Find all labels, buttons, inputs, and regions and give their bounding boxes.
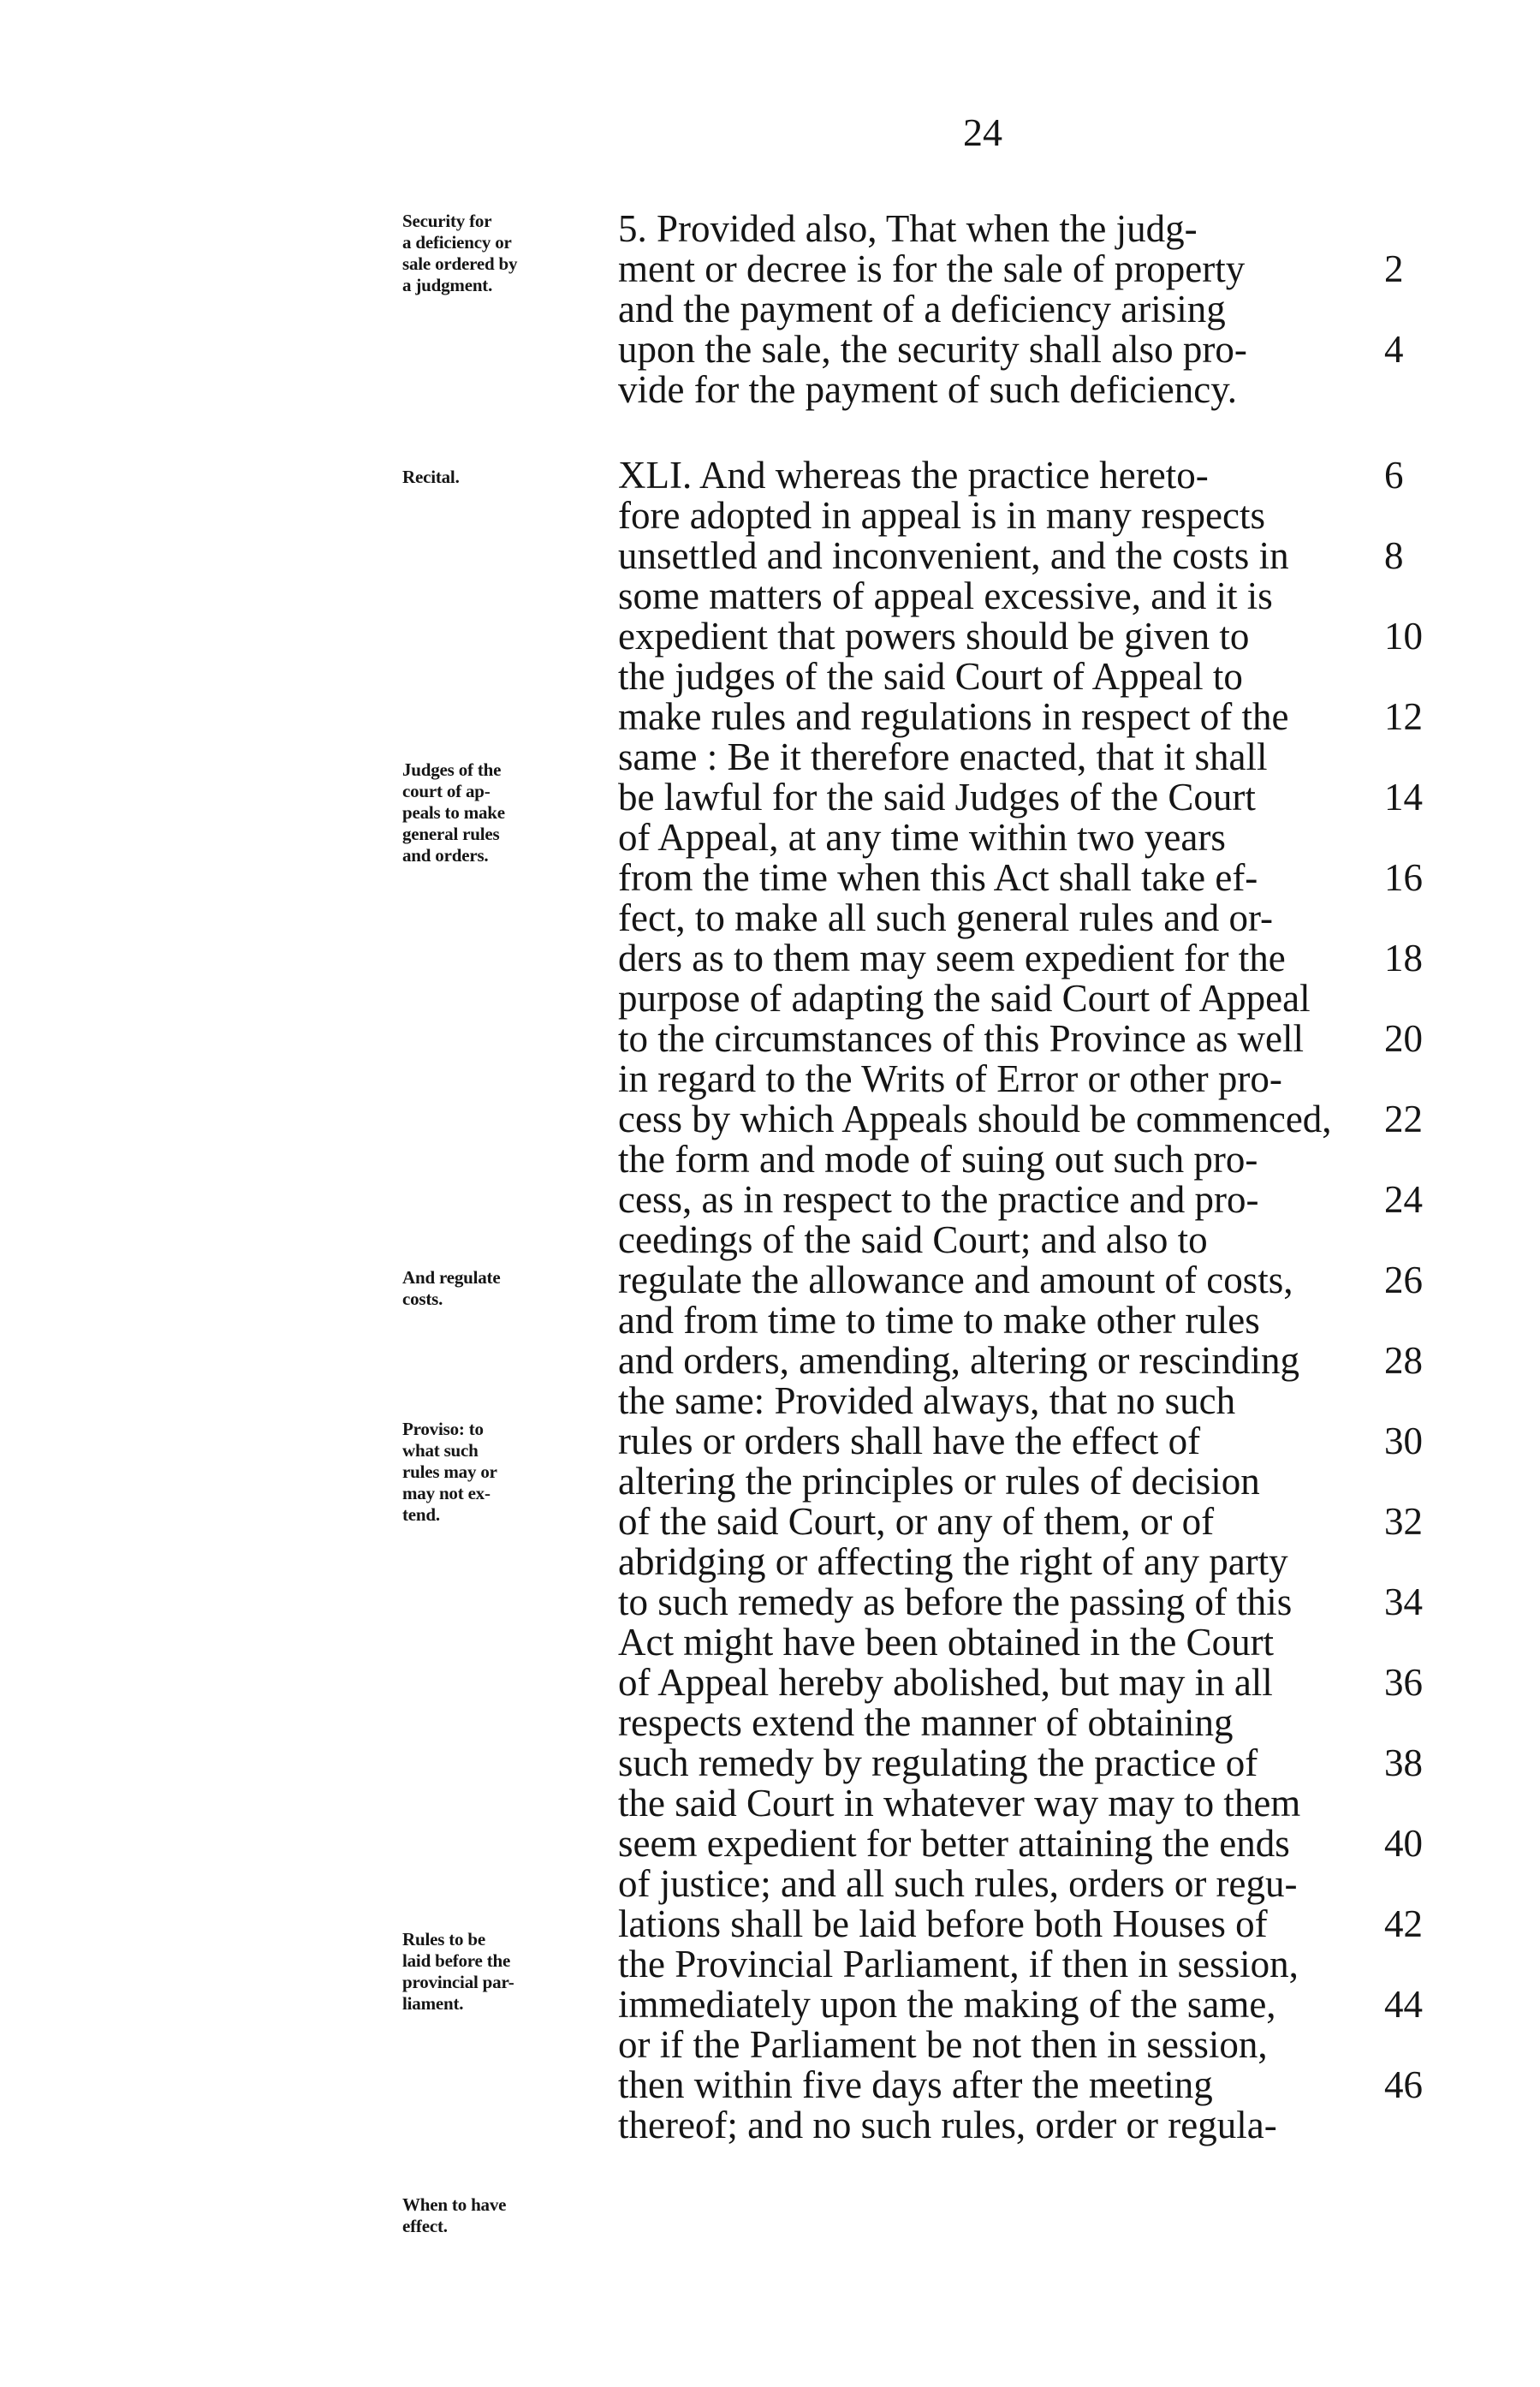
text-line xyxy=(618,1176,1423,1223)
text-line xyxy=(618,1740,1423,1786)
line-text: and orders, amending, altering or rescinding xyxy=(618,1339,1300,1382)
text-line xyxy=(618,573,1363,619)
margin-note: And regulate costs. xyxy=(402,1267,501,1309)
line-text: in regard to the Writs of Error or other pro- xyxy=(618,1057,1282,1100)
text-line xyxy=(618,975,1363,1021)
text-line xyxy=(618,2102,1363,2148)
line-text: thereof; and no such rules, order or regula- xyxy=(618,2104,1277,2146)
text-line xyxy=(618,1860,1363,1907)
line-text: immediately upon the making of the same, xyxy=(618,1983,1276,2026)
line-text: the said Court in whatever way may to them xyxy=(618,1782,1301,1824)
line-text: of Appeal, at any time within two years xyxy=(618,816,1226,859)
line-number: 16 xyxy=(1384,856,1423,899)
line-number: 8 xyxy=(1384,534,1404,577)
text-line xyxy=(618,2021,1363,2068)
line-text: seem expedient for better attaining the ends xyxy=(618,1822,1290,1865)
line-text: XLI. And whereas the practice hereto- xyxy=(618,454,1209,497)
text-line xyxy=(618,286,1363,332)
line-text: cess, as in respect to the practice and pro- xyxy=(618,1178,1259,1221)
line-number: 14 xyxy=(1384,776,1423,818)
line-text: the form and mode of suing out such pro- xyxy=(618,1138,1258,1181)
text-line xyxy=(618,1217,1363,1263)
text-line xyxy=(618,774,1423,820)
line-number: 36 xyxy=(1384,1661,1423,1704)
text-line xyxy=(618,1539,1363,1585)
line-text: lations shall be laid before both Houses of xyxy=(618,1902,1268,1945)
margin-note: Rules to be laid before the provincial par- liament. xyxy=(402,1929,514,2014)
text-line xyxy=(618,1820,1423,1866)
line-number: 22 xyxy=(1384,1098,1423,1140)
line-text: and from time to time to make other rules xyxy=(618,1299,1260,1342)
line-number: 2 xyxy=(1384,247,1404,290)
line-number: 44 xyxy=(1384,1983,1423,2026)
text-line xyxy=(618,1136,1363,1182)
line-text: respects extend the manner of obtaining xyxy=(618,1701,1234,1744)
line-number: 34 xyxy=(1384,1580,1423,1623)
line-text: ders as to them may seem expedient for the xyxy=(618,937,1286,979)
text-line xyxy=(618,1056,1363,1102)
line-text: cess by which Appeals should be commenced, xyxy=(618,1098,1332,1140)
line-number: 26 xyxy=(1384,1259,1423,1301)
text-line xyxy=(618,613,1423,659)
text-line xyxy=(618,326,1404,372)
line-text: purpose of adapting the said Court of Appeal xyxy=(618,977,1311,1020)
line-number: 32 xyxy=(1384,1500,1423,1543)
line-number: 10 xyxy=(1384,615,1423,658)
line-number: 28 xyxy=(1384,1339,1423,1382)
line-text: make rules and regulations in respect of the xyxy=(618,695,1289,738)
line-text: fore adopted in appeal is in many respects xyxy=(618,494,1265,537)
text-line xyxy=(618,1015,1423,1062)
text-line xyxy=(618,1579,1423,1625)
line-text: of Appeal hereby abolished, but may in all xyxy=(618,1661,1273,1704)
text-line xyxy=(618,734,1363,780)
text-line xyxy=(618,1619,1363,1665)
line-text: then within five days after the meeting xyxy=(618,2063,1213,2106)
line-text: upon the sale, the security shall also pro- xyxy=(618,328,1247,371)
line-text: or if the Parliament be not then in session, xyxy=(618,2023,1268,2066)
text-line xyxy=(618,1378,1363,1424)
text-line xyxy=(618,895,1363,941)
line-text: unsettled and inconvenient, and the costs in xyxy=(618,534,1289,577)
text-line xyxy=(618,492,1363,539)
text-line xyxy=(618,653,1363,699)
line-text: from the time when this Act shall take ef- xyxy=(618,856,1258,899)
text-line xyxy=(618,1941,1363,1987)
line-text: the judges of the said Court of Appeal to xyxy=(618,655,1243,698)
line-number: 30 xyxy=(1384,1420,1423,1462)
line-text: of justice; and all such rules, orders or regu- xyxy=(618,1862,1298,1905)
margin-note: Recital. xyxy=(402,467,460,487)
line-text: altering the principles or rules of decision xyxy=(618,1460,1260,1503)
line-text: the same: Provided always, that no such xyxy=(618,1379,1236,1422)
line-number: 20 xyxy=(1384,1017,1423,1060)
text-line xyxy=(618,935,1423,981)
text-line xyxy=(618,1981,1423,2027)
line-text: expedient that powers should be given to xyxy=(618,615,1250,658)
line-text: be lawful for the said Judges of the Court xyxy=(618,776,1256,818)
text-line xyxy=(618,1780,1363,1826)
line-text: and the payment of a deficiency arising xyxy=(618,288,1226,330)
line-text: of the said Court, or any of them, or of xyxy=(618,1500,1215,1543)
line-number: 42 xyxy=(1384,1902,1423,1945)
line-text: 5. Provided also, That when the judg- xyxy=(618,207,1198,250)
line-text: ceedings of the said Court; and also to xyxy=(618,1218,1208,1261)
line-text: same : Be it therefore enacted, that it shall xyxy=(618,735,1268,778)
text-line xyxy=(618,693,1423,740)
text-line xyxy=(618,205,1363,252)
margin-note: When to have effect. xyxy=(402,2194,507,2236)
text-line xyxy=(618,1901,1423,1947)
text-line xyxy=(618,854,1423,901)
line-text: rules or orders shall have the effect of xyxy=(618,1420,1201,1462)
line-number: 4 xyxy=(1384,328,1404,371)
text-line xyxy=(618,1418,1423,1464)
line-number: 38 xyxy=(1384,1741,1423,1784)
text-line xyxy=(618,533,1404,579)
line-text: to the circumstances of this Province as well xyxy=(618,1017,1305,1060)
text-line xyxy=(618,1297,1363,1343)
text-line xyxy=(618,1458,1363,1504)
line-text: some matters of appeal excessive, and it is xyxy=(618,574,1273,617)
line-text: ment or decree is for the sale of property xyxy=(618,247,1246,290)
margin-note: Proviso: to what such rules may or may not ex- tend. xyxy=(402,1419,497,1525)
text-line xyxy=(618,1096,1423,1142)
line-number: 6 xyxy=(1384,454,1404,497)
text-line xyxy=(618,246,1404,292)
line-number: 18 xyxy=(1384,937,1423,979)
page-number: 24 xyxy=(963,110,1002,154)
line-number: 46 xyxy=(1384,2063,1423,2106)
line-text: the Provincial Parliament, if then in session, xyxy=(618,1943,1299,1985)
line-number: 24 xyxy=(1384,1178,1423,1221)
text-line xyxy=(618,1257,1423,1303)
line-text: vide for the payment of such deficiency. xyxy=(618,368,1238,411)
line-text: abridging or affecting the right of any party xyxy=(618,1540,1288,1583)
margin-note: Judges of the court of ap- peals to make general rules and orders. xyxy=(402,759,505,866)
line-text: to such remedy as before the passing of this xyxy=(618,1580,1293,1623)
line-text: fect, to make all such general rules and or- xyxy=(618,896,1274,939)
line-number: 12 xyxy=(1384,695,1423,738)
line-text: Act might have been obtained in the Court xyxy=(618,1621,1275,1664)
text-line xyxy=(618,1498,1423,1545)
line-number: 40 xyxy=(1384,1822,1423,1865)
text-line xyxy=(618,1659,1423,1705)
text-line xyxy=(618,1699,1363,1746)
line-text: regulate the allowance and amount of costs, xyxy=(618,1259,1293,1301)
margin-note: Security for a deficiency or sale ordered by a judgment. xyxy=(402,211,518,295)
text-line xyxy=(618,1337,1423,1384)
text-line xyxy=(618,366,1363,413)
line-text: such remedy by regulating the practice of xyxy=(618,1741,1258,1784)
text-line xyxy=(618,814,1363,860)
text-line xyxy=(618,452,1404,498)
text-line xyxy=(618,2062,1423,2108)
